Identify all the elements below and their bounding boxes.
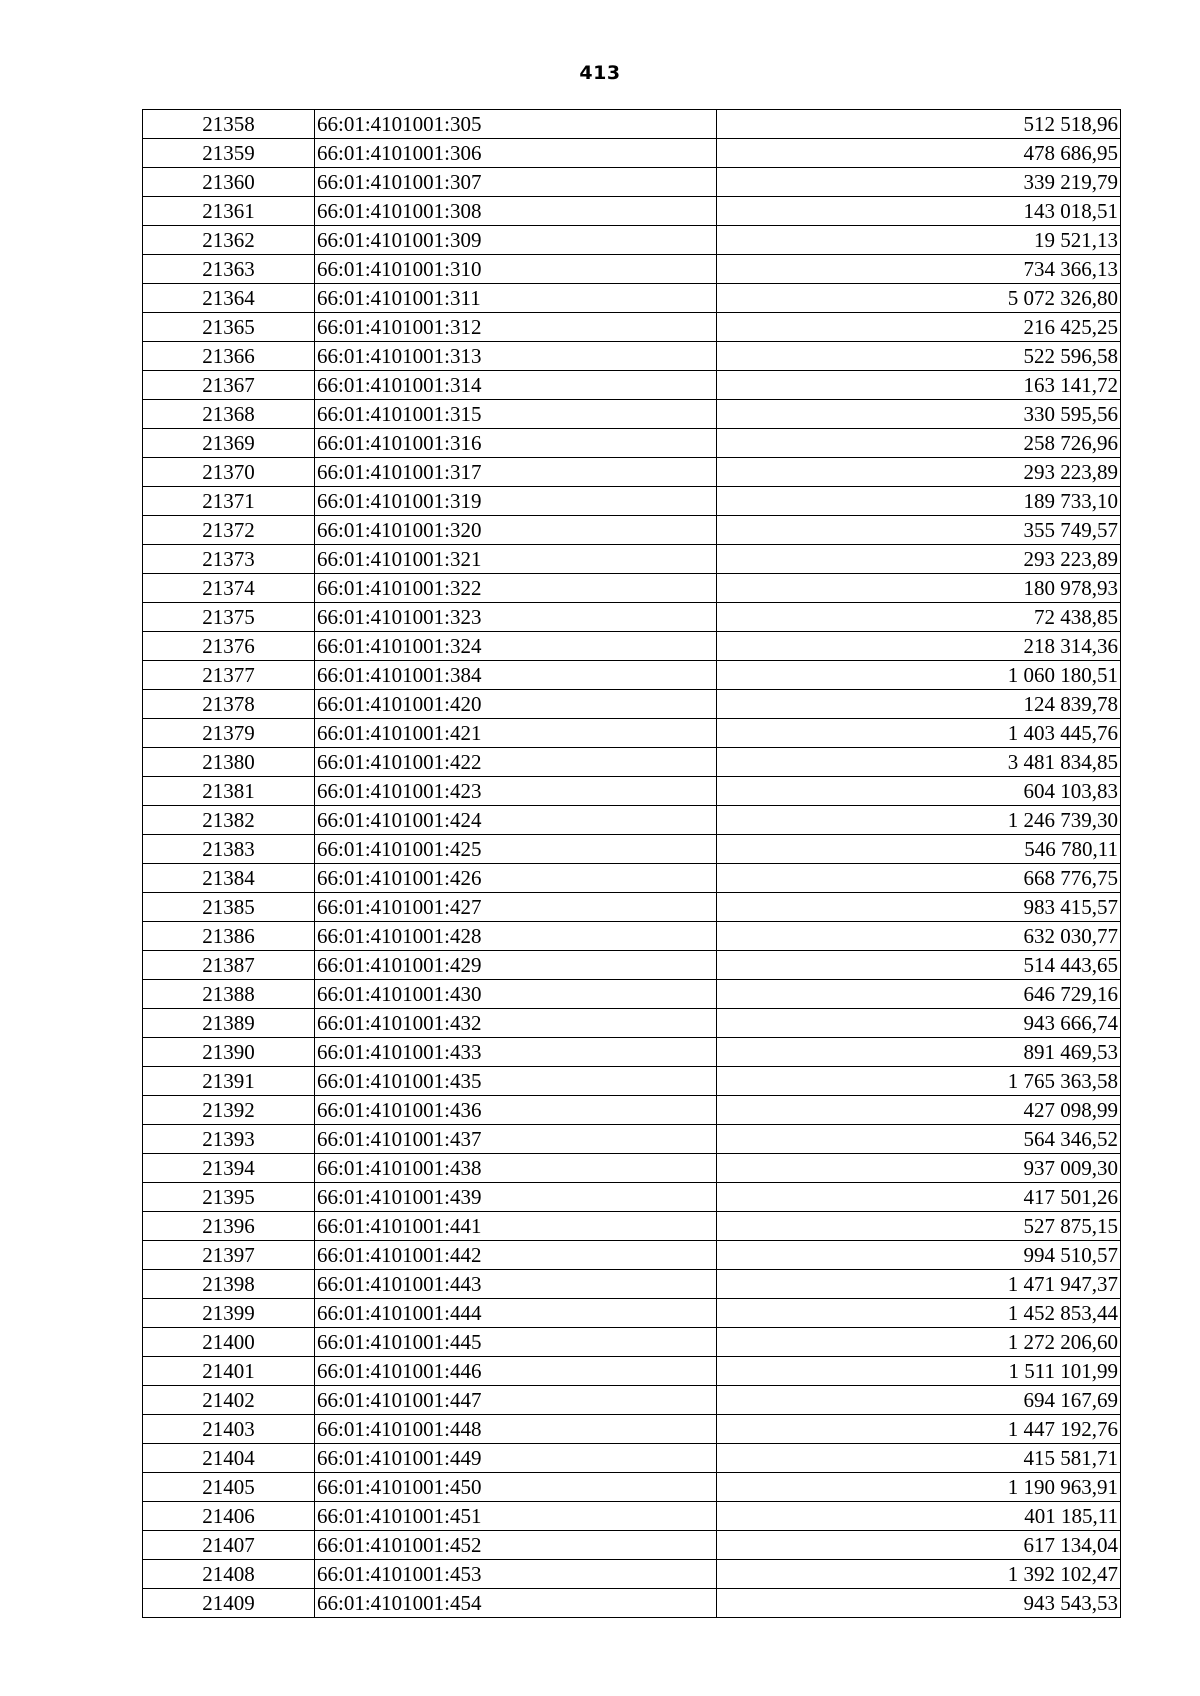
cadastral-value-cell: 143 018,51	[717, 197, 1121, 226]
table-row	[143, 951, 1121, 980]
cadastral-value-cell: 564 346,52	[717, 1125, 1121, 1154]
cadastral-number-cell: 66:01:4101001:316	[315, 429, 717, 458]
row-number-cell: 21388	[143, 980, 315, 1009]
table-row	[143, 545, 1121, 574]
cadastral-number-cell: 66:01:4101001:450	[315, 1473, 717, 1502]
row-number-cell: 21381	[143, 777, 315, 806]
row-number-cell: 21395	[143, 1183, 315, 1212]
cadastral-value-cell: 1 190 963,91	[717, 1473, 1121, 1502]
cadastral-value-cell: 5 072 326,80	[717, 284, 1121, 313]
cadastral-number-cell: 66:01:4101001:317	[315, 458, 717, 487]
row-number-cell: 21396	[143, 1212, 315, 1241]
table-row	[143, 516, 1121, 545]
cadastral-value-cell: 401 185,11	[717, 1502, 1121, 1531]
cadastral-number-cell: 66:01:4101001:307	[315, 168, 717, 197]
cadastral-value-cell: 512 518,96	[717, 110, 1121, 139]
cadastral-number-cell: 66:01:4101001:439	[315, 1183, 717, 1212]
table-row	[143, 1096, 1121, 1125]
cadastral-value-cell: 478 686,95	[717, 139, 1121, 168]
table-row	[143, 748, 1121, 777]
row-number-cell: 21377	[143, 661, 315, 690]
cadastral-number-cell: 66:01:4101001:306	[315, 139, 717, 168]
table-row	[143, 1502, 1121, 1531]
cadastral-number-cell: 66:01:4101001:445	[315, 1328, 717, 1357]
table-row	[143, 110, 1121, 139]
cadastral-number-cell: 66:01:4101001:426	[315, 864, 717, 893]
row-number-cell: 21398	[143, 1270, 315, 1299]
table-row	[143, 922, 1121, 951]
table-row	[143, 632, 1121, 661]
row-number-cell: 21387	[143, 951, 315, 980]
cadastral-number-cell: 66:01:4101001:320	[315, 516, 717, 545]
table-row	[143, 168, 1121, 197]
row-number-cell: 21361	[143, 197, 315, 226]
row-number-cell: 21385	[143, 893, 315, 922]
cadastral-value-cell: 994 510,57	[717, 1241, 1121, 1270]
table-row	[143, 603, 1121, 632]
cadastral-value-cell: 330 595,56	[717, 400, 1121, 429]
row-number-cell: 21384	[143, 864, 315, 893]
cadastral-value-cell: 1 392 102,47	[717, 1560, 1121, 1589]
table-row	[143, 400, 1121, 429]
row-number-cell: 21407	[143, 1531, 315, 1560]
cadastral-number-cell: 66:01:4101001:308	[315, 197, 717, 226]
table-row	[143, 371, 1121, 400]
cadastral-value-cell: 189 733,10	[717, 487, 1121, 516]
cadastral-value-cell: 734 366,13	[717, 255, 1121, 284]
cadastral-number-cell: 66:01:4101001:447	[315, 1386, 717, 1415]
row-number-cell: 21401	[143, 1357, 315, 1386]
table-row	[143, 197, 1121, 226]
cadastral-number-cell: 66:01:4101001:430	[315, 980, 717, 1009]
row-number-cell: 21383	[143, 835, 315, 864]
table-row	[143, 1531, 1121, 1560]
table-row	[143, 1270, 1121, 1299]
cadastral-number-cell: 66:01:4101001:323	[315, 603, 717, 632]
cadastral-number-cell: 66:01:4101001:442	[315, 1241, 717, 1270]
cadastral-number-cell: 66:01:4101001:454	[315, 1589, 717, 1618]
cadastral-value-cell: 1 452 853,44	[717, 1299, 1121, 1328]
row-number-cell: 21379	[143, 719, 315, 748]
cadastral-value-cell: 258 726,96	[717, 429, 1121, 458]
row-number-cell: 21399	[143, 1299, 315, 1328]
table-row	[143, 284, 1121, 313]
cadastral-number-cell: 66:01:4101001:433	[315, 1038, 717, 1067]
cadastral-value-cell: 983 415,57	[717, 893, 1121, 922]
cadastral-number-cell: 66:01:4101001:312	[315, 313, 717, 342]
cadastral-value-cell: 293 223,89	[717, 545, 1121, 574]
cadastral-value-cell: 293 223,89	[717, 458, 1121, 487]
cadastral-value-cell: 527 875,15	[717, 1212, 1121, 1241]
cadastral-number-cell: 66:01:4101001:321	[315, 545, 717, 574]
cadastral-value-cell: 522 596,58	[717, 342, 1121, 371]
table-row	[143, 1183, 1121, 1212]
row-number-cell: 21391	[143, 1067, 315, 1096]
cadastral-value-cell: 1 403 445,76	[717, 719, 1121, 748]
table-row	[143, 690, 1121, 719]
cadastral-value-cell: 546 780,11	[717, 835, 1121, 864]
cadastral-value-cell: 646 729,16	[717, 980, 1121, 1009]
row-number-cell: 21392	[143, 1096, 315, 1125]
row-number-cell: 21386	[143, 922, 315, 951]
table-row	[143, 574, 1121, 603]
row-number-cell: 21403	[143, 1415, 315, 1444]
table-row	[143, 864, 1121, 893]
cadastral-number-cell: 66:01:4101001:384	[315, 661, 717, 690]
cadastral-number-cell: 66:01:4101001:446	[315, 1357, 717, 1386]
row-number-cell: 21405	[143, 1473, 315, 1502]
table-row	[143, 313, 1121, 342]
cadastral-value-cell: 355 749,57	[717, 516, 1121, 545]
cadastral-value-cell: 617 134,04	[717, 1531, 1121, 1560]
table-row	[143, 1386, 1121, 1415]
cadastral-number-cell: 66:01:4101001:310	[315, 255, 717, 284]
table-row	[143, 1444, 1121, 1473]
cadastral-value-cell: 72 438,85	[717, 603, 1121, 632]
page-number: 413	[579, 62, 621, 84]
row-number-cell: 21375	[143, 603, 315, 632]
table-row	[143, 1125, 1121, 1154]
row-number-cell: 21358	[143, 110, 315, 139]
row-number-cell: 21394	[143, 1154, 315, 1183]
cadastral-value-cell: 1 060 180,51	[717, 661, 1121, 690]
table-row	[143, 1560, 1121, 1589]
row-number-cell: 21389	[143, 1009, 315, 1038]
row-number-cell: 21365	[143, 313, 315, 342]
table-body	[143, 110, 1121, 1618]
row-number-cell: 21368	[143, 400, 315, 429]
cadastral-value-cell: 937 009,30	[717, 1154, 1121, 1183]
cadastral-number-cell: 66:01:4101001:449	[315, 1444, 717, 1473]
cadastral-value-cell: 19 521,13	[717, 226, 1121, 255]
table-row	[143, 1038, 1121, 1067]
cadastral-number-cell: 66:01:4101001:441	[315, 1212, 717, 1241]
table-row	[143, 1009, 1121, 1038]
cadastral-value-cell: 514 443,65	[717, 951, 1121, 980]
cadastral-number-cell: 66:01:4101001:443	[315, 1270, 717, 1299]
table-row	[143, 1589, 1121, 1618]
cadastral-value-cell: 1 246 739,30	[717, 806, 1121, 835]
cadastral-value-cell: 1 447 192,76	[717, 1415, 1121, 1444]
table-row	[143, 342, 1121, 371]
table-row	[143, 1299, 1121, 1328]
row-number-cell: 21364	[143, 284, 315, 313]
cadastral-value-cell: 124 839,78	[717, 690, 1121, 719]
cadastral-number-cell: 66:01:4101001:453	[315, 1560, 717, 1589]
cadastral-number-cell: 66:01:4101001:319	[315, 487, 717, 516]
table-row	[143, 806, 1121, 835]
cadastral-number-cell: 66:01:4101001:429	[315, 951, 717, 980]
cadastral-value-cell: 415 581,71	[717, 1444, 1121, 1473]
row-number-cell: 21402	[143, 1386, 315, 1415]
table-row	[143, 719, 1121, 748]
row-number-cell: 21390	[143, 1038, 315, 1067]
cadastral-number-cell: 66:01:4101001:423	[315, 777, 717, 806]
cadastral-value-cell: 427 098,99	[717, 1096, 1121, 1125]
cadastral-value-cell: 891 469,53	[717, 1038, 1121, 1067]
row-number-cell: 21360	[143, 168, 315, 197]
table-row	[143, 226, 1121, 255]
table-row	[143, 1212, 1121, 1241]
table-row	[143, 835, 1121, 864]
cadastral-number-cell: 66:01:4101001:437	[315, 1125, 717, 1154]
row-number-cell: 21409	[143, 1589, 315, 1618]
cadastral-value-cell: 943 666,74	[717, 1009, 1121, 1038]
cadastral-number-cell: 66:01:4101001:322	[315, 574, 717, 603]
row-number-cell: 21372	[143, 516, 315, 545]
table-row	[143, 429, 1121, 458]
row-number-cell: 21393	[143, 1125, 315, 1154]
cadastral-value-table	[142, 109, 1121, 1618]
table-row	[143, 661, 1121, 690]
row-number-cell: 21397	[143, 1241, 315, 1270]
cadastral-number-cell: 66:01:4101001:444	[315, 1299, 717, 1328]
row-number-cell: 21378	[143, 690, 315, 719]
cadastral-value-cell: 417 501,26	[717, 1183, 1121, 1212]
table-row	[143, 1473, 1121, 1502]
table-row	[143, 980, 1121, 1009]
row-number-cell: 21363	[143, 255, 315, 284]
row-number-cell: 21373	[143, 545, 315, 574]
row-number-cell: 21366	[143, 342, 315, 371]
table-row	[143, 1067, 1121, 1096]
cadastral-value-cell: 668 776,75	[717, 864, 1121, 893]
row-number-cell: 21370	[143, 458, 315, 487]
table-row	[143, 1415, 1121, 1444]
row-number-cell: 21406	[143, 1502, 315, 1531]
cadastral-value-cell: 604 103,83	[717, 777, 1121, 806]
table-row	[143, 139, 1121, 168]
cadastral-number-cell: 66:01:4101001:424	[315, 806, 717, 835]
cadastral-number-cell: 66:01:4101001:428	[315, 922, 717, 951]
cadastral-value-cell: 943 543,53	[717, 1589, 1121, 1618]
cadastral-value-cell: 1 272 206,60	[717, 1328, 1121, 1357]
cadastral-number-cell: 66:01:4101001:432	[315, 1009, 717, 1038]
cadastral-number-cell: 66:01:4101001:435	[315, 1067, 717, 1096]
row-number-cell: 21400	[143, 1328, 315, 1357]
cadastral-number-cell: 66:01:4101001:427	[315, 893, 717, 922]
row-number-cell: 21359	[143, 139, 315, 168]
cadastral-number-cell: 66:01:4101001:315	[315, 400, 717, 429]
row-number-cell: 21404	[143, 1444, 315, 1473]
table-row	[143, 1241, 1121, 1270]
cadastral-number-cell: 66:01:4101001:309	[315, 226, 717, 255]
table-row	[143, 458, 1121, 487]
cadastral-value-cell: 339 219,79	[717, 168, 1121, 197]
table-row	[143, 893, 1121, 922]
table-row	[143, 1357, 1121, 1386]
row-number-cell: 21371	[143, 487, 315, 516]
cadastral-number-cell: 66:01:4101001:420	[315, 690, 717, 719]
cadastral-number-cell: 66:01:4101001:451	[315, 1502, 717, 1531]
cadastral-number-cell: 66:01:4101001:313	[315, 342, 717, 371]
row-number-cell: 21382	[143, 806, 315, 835]
table-row	[143, 777, 1121, 806]
cadastral-number-cell: 66:01:4101001:311	[315, 284, 717, 313]
table-row	[143, 487, 1121, 516]
table-row	[143, 255, 1121, 284]
cadastral-number-cell: 66:01:4101001:452	[315, 1531, 717, 1560]
row-number-cell: 21367	[143, 371, 315, 400]
cadastral-value-cell: 1 765 363,58	[717, 1067, 1121, 1096]
cadastral-number-cell: 66:01:4101001:324	[315, 632, 717, 661]
cadastral-number-cell: 66:01:4101001:436	[315, 1096, 717, 1125]
row-number-cell: 21408	[143, 1560, 315, 1589]
cadastral-number-cell: 66:01:4101001:422	[315, 748, 717, 777]
cadastral-value-cell: 3 481 834,85	[717, 748, 1121, 777]
cadastral-value-cell: 1 511 101,99	[717, 1357, 1121, 1386]
cadastral-value-cell: 218 314,36	[717, 632, 1121, 661]
row-number-cell: 21374	[143, 574, 315, 603]
table-row	[143, 1328, 1121, 1357]
cadastral-number-cell: 66:01:4101001:448	[315, 1415, 717, 1444]
cadastral-number-cell: 66:01:4101001:305	[315, 110, 717, 139]
row-number-cell: 21369	[143, 429, 315, 458]
cadastral-value-cell: 1 471 947,37	[717, 1270, 1121, 1299]
cadastral-number-cell: 66:01:4101001:421	[315, 719, 717, 748]
cadastral-number-cell: 66:01:4101001:425	[315, 835, 717, 864]
row-number-cell: 21362	[143, 226, 315, 255]
cadastral-number-cell: 66:01:4101001:438	[315, 1154, 717, 1183]
row-number-cell: 21380	[143, 748, 315, 777]
cadastral-value-cell: 694 167,69	[717, 1386, 1121, 1415]
cadastral-value-cell: 163 141,72	[717, 371, 1121, 400]
cadastral-value-cell: 632 030,77	[717, 922, 1121, 951]
cadastral-number-cell: 66:01:4101001:314	[315, 371, 717, 400]
row-number-cell: 21376	[143, 632, 315, 661]
cadastral-value-cell: 216 425,25	[717, 313, 1121, 342]
cadastral-value-cell: 180 978,93	[717, 574, 1121, 603]
table-row	[143, 1154, 1121, 1183]
